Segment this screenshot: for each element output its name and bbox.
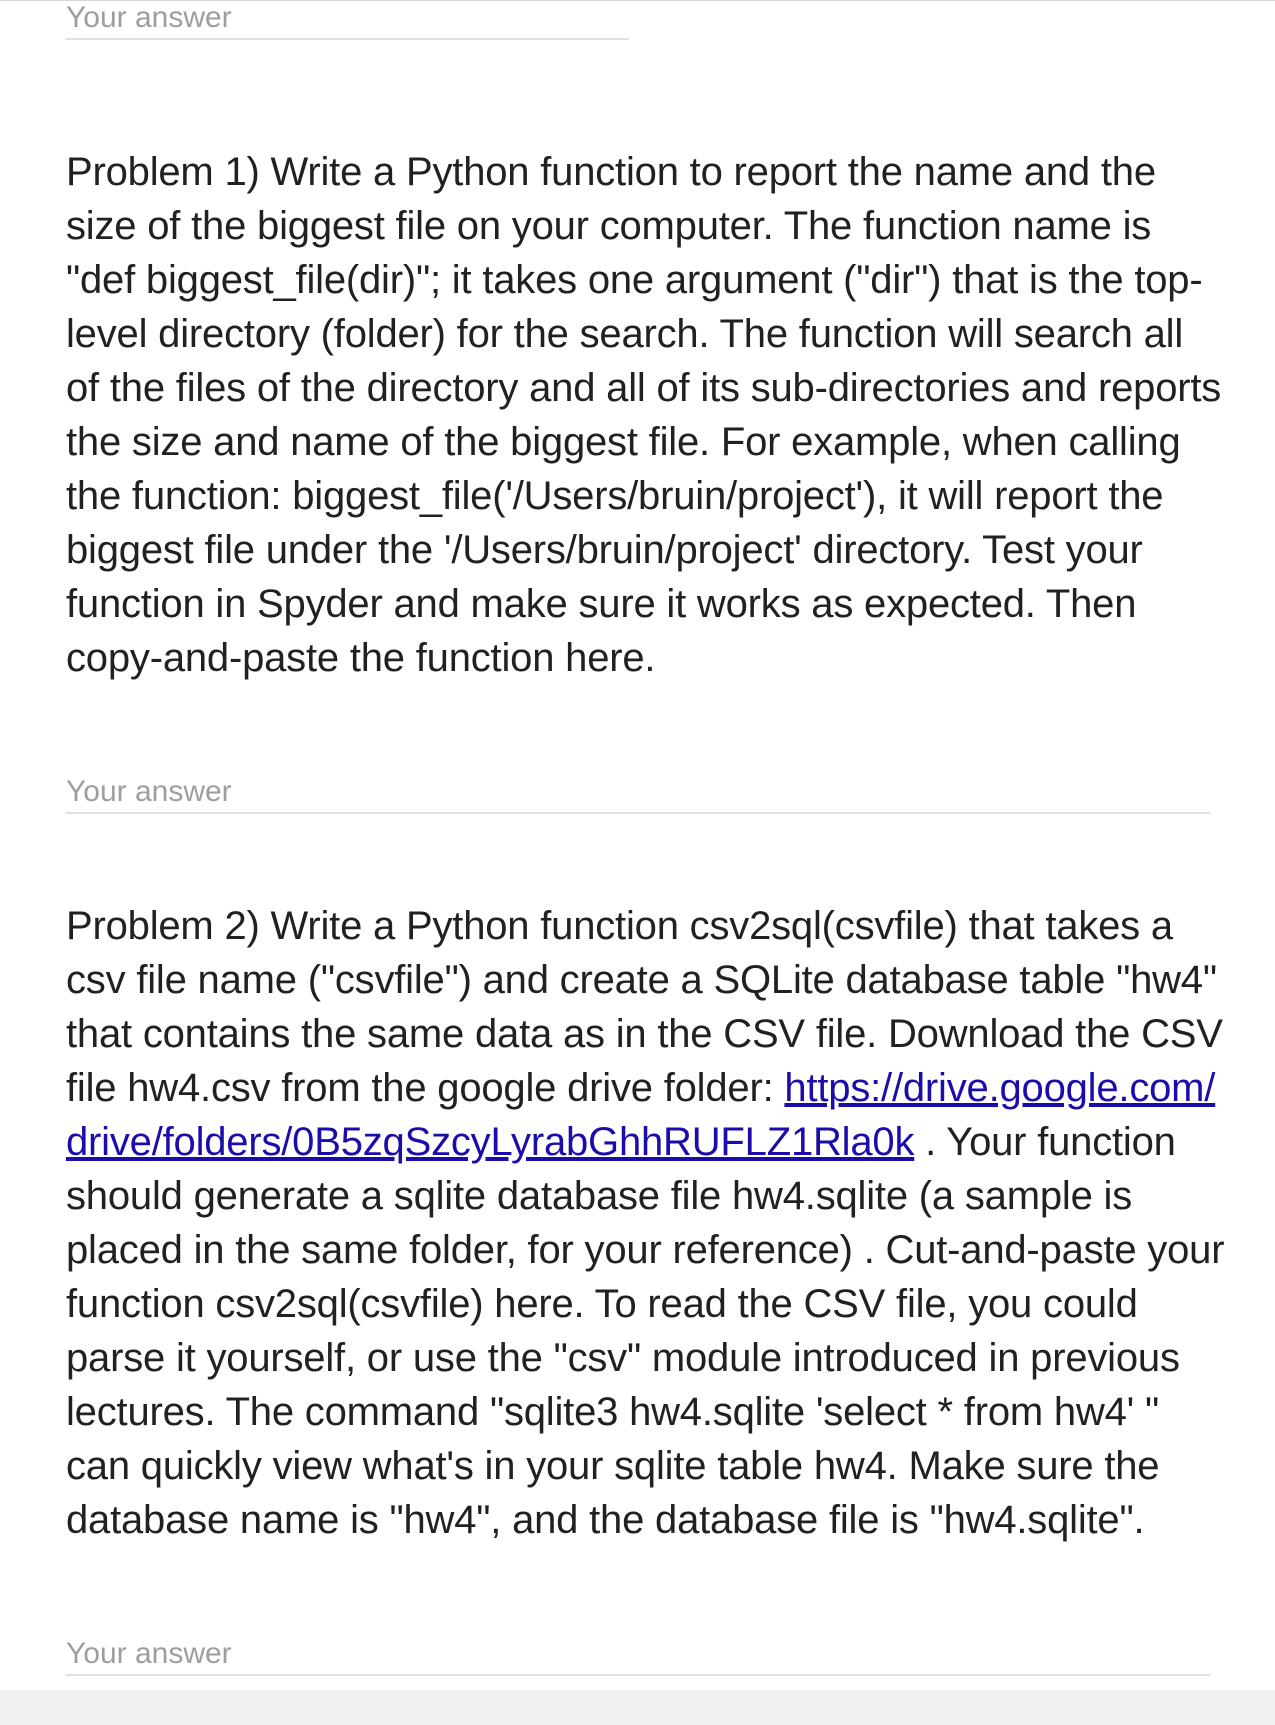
answer-field-previous[interactable] <box>66 0 629 40</box>
drive-folder-link[interactable]: https://drive.google.com/drive/folders/0B5zqSzcyLyrabGhhRUFLZ1Rla0k <box>66 1066 1216 1164</box>
question-2-text-before-link: Problem 2) Write a Python function csv2sql(csvfile) that takes a csv file name ("csvfile") and create a SQLite database table "hw4" that contains the same data as in the CSV file. Download the CSV file hw4.csv from the google drive folder: <box>66 904 1223 1110</box>
bottom-bar <box>0 1690 1275 1725</box>
question-problem-2 <box>66 899 1226 1547</box>
question-2-text-after-link: . Your function should generate a sqlite database file hw4.sqlite (a sample is placed in the same folder, for your reference) . Cut-and-paste your function csv2sql(csvfile) here. To read the CSV file, you could parse it yourself, or use the "csv" module introduced in previous lectures. The command "sqlite3 hw4.sqlite 'select * from hw4' " can quickly view what's in your sqlite table hw4. Make sure the database name is "hw4", and the database file is "hw4.sqlite". <box>66 1120 1225 1542</box>
answer-input-problem-1[interactable] <box>66 772 1210 812</box>
answer-input-problem-2[interactable] <box>66 1634 1210 1674</box>
answer-field-problem-2[interactable] <box>66 1634 1210 1676</box>
answer-input-previous[interactable] <box>66 0 629 38</box>
question-1-text: Problem 1) Write a Python function to report the name and the size of the biggest file on your computer. The function name is "def biggest_file(dir)"; it takes one argument ("dir") that is the top-level directory (folder) for the search. The function will search all of the files of the directory and all of its sub-directories and reports the size and name of the biggest file. For example, when calling the function: biggest_file('/Users/bruin/project'), it will report the biggest file under the '/Users/bruin/project' directory. Test your function in Spyder and make sure it works as expected. Then copy-and-paste the function here. <box>66 150 1222 680</box>
answer-field-problem-1[interactable] <box>66 772 1210 814</box>
question-problem-1 <box>66 145 1226 685</box>
